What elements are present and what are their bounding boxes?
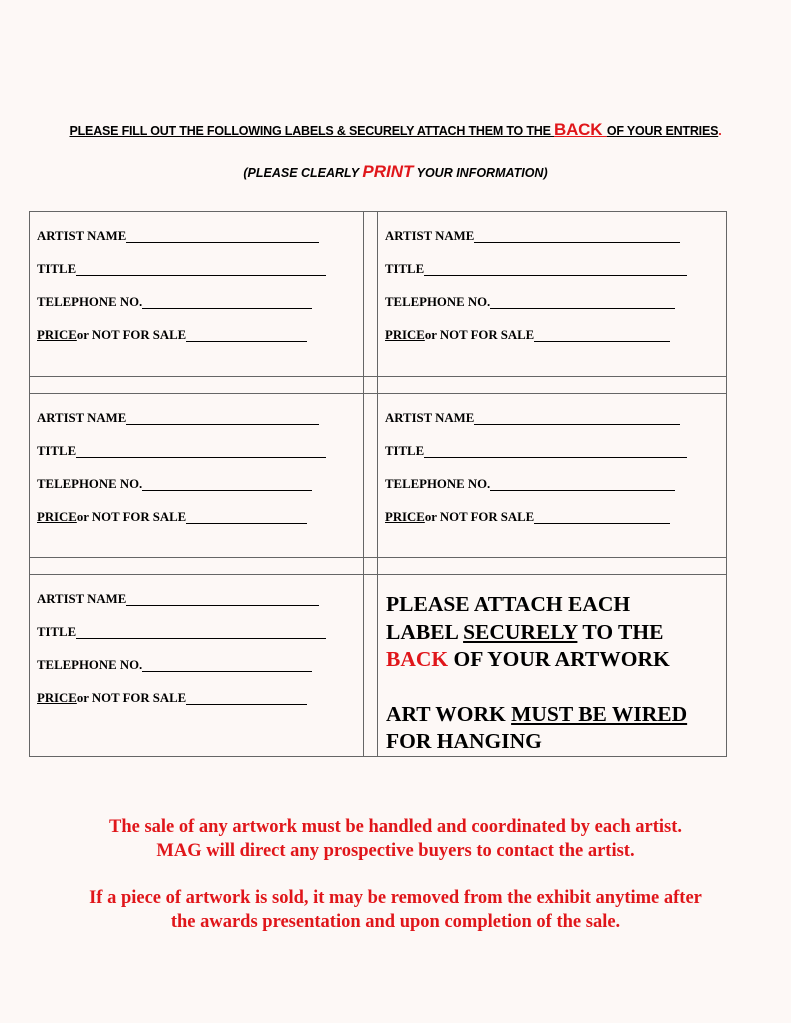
telephone-field[interactable] xyxy=(385,477,726,510)
telephone-label: TELEPHONE NO. xyxy=(37,658,143,672)
title-line[interactable] xyxy=(76,625,326,639)
artist-name-field[interactable] xyxy=(37,411,363,444)
artist-name-field[interactable] xyxy=(37,229,363,262)
artist-name-field[interactable] xyxy=(385,411,726,444)
back-emphasis: BACK xyxy=(554,120,607,139)
price-field[interactable] xyxy=(385,328,726,361)
price-line[interactable] xyxy=(186,328,307,342)
gutter xyxy=(364,212,378,377)
telephone-label: TELEPHONE NO. xyxy=(385,477,491,491)
artist-name-line[interactable] xyxy=(126,229,319,243)
spacer-cell xyxy=(30,377,364,394)
title-label: TITLE xyxy=(385,444,425,458)
price-label-rest: or NOT FOR SALE xyxy=(76,691,187,705)
notice-line-4 xyxy=(386,701,726,729)
telephone-field[interactable] xyxy=(385,295,726,328)
sale-policy-line-1: The sale of any artwork must be handled and coordinated by each artist. xyxy=(108,817,682,837)
price-label-rest: or NOT FOR SALE xyxy=(424,510,535,524)
notice-spacer xyxy=(386,674,726,701)
spacer-cell xyxy=(364,558,378,575)
instructions-text: PLEASE FILL OUT THE FOLLOWING LABELS & SECURELY ATTACH THEM TO THE xyxy=(69,124,555,138)
telephone-line[interactable] xyxy=(142,658,312,672)
artist-name-label: ARTIST NAME xyxy=(37,592,127,606)
print-instructions-post: YOUR INFORMATION) xyxy=(413,166,548,180)
removal-policy-line-1: If a piece of artwork is sold, it may be removed from the exhibit anytime after xyxy=(89,888,702,908)
title-label: TITLE xyxy=(385,262,425,276)
notice-line-5: FOR HANGING xyxy=(386,729,542,753)
price-line[interactable] xyxy=(534,328,670,342)
notice-line-4-pre: ART WORK xyxy=(386,701,512,726)
artist-name-line[interactable] xyxy=(474,229,680,243)
price-label: PRICE xyxy=(37,691,77,705)
artist-name-line[interactable] xyxy=(126,411,319,425)
sale-policy xyxy=(0,815,791,863)
price-label: PRICE xyxy=(385,510,425,524)
price-label-rest: or NOT FOR SALE xyxy=(76,328,187,342)
spacer-cell xyxy=(378,558,727,575)
print-instructions xyxy=(0,162,791,182)
telephone-line[interactable] xyxy=(490,295,675,309)
artist-name-label: ARTIST NAME xyxy=(385,411,475,425)
back-emphasis: BACK xyxy=(386,647,449,671)
title-line[interactable] xyxy=(424,262,687,276)
title-field[interactable] xyxy=(37,262,363,295)
telephone-label: TELEPHONE NO. xyxy=(37,295,143,309)
telephone-line[interactable] xyxy=(490,477,675,491)
artist-name-line[interactable] xyxy=(474,411,680,425)
title-line[interactable] xyxy=(424,444,687,458)
notice-line-2 xyxy=(386,619,726,647)
price-line[interactable] xyxy=(186,510,307,524)
notice-line-1: PLEASE ATTACH EACH xyxy=(386,592,631,616)
artist-name-label: ARTIST NAME xyxy=(37,411,127,425)
title-field[interactable] xyxy=(37,444,363,477)
telephone-line[interactable] xyxy=(142,477,312,491)
spacer-cell xyxy=(30,558,364,575)
instructions-text-end: OF YOUR ENTRIES xyxy=(606,124,719,138)
title-line[interactable] xyxy=(76,262,326,276)
instructions-heading xyxy=(0,120,791,140)
securely-emphasis: SECURELY xyxy=(463,619,578,644)
artist-name-label: ARTIST NAME xyxy=(385,229,475,243)
price-field[interactable] xyxy=(385,510,726,543)
price-line[interactable] xyxy=(534,510,670,524)
label-card-5 xyxy=(30,575,364,757)
price-label: PRICE xyxy=(385,328,425,342)
spacer-cell xyxy=(364,377,378,394)
telephone-field[interactable] xyxy=(37,658,363,691)
gutter xyxy=(364,575,378,757)
title-label: TITLE xyxy=(37,444,77,458)
removal-policy xyxy=(0,886,791,934)
labels-table xyxy=(29,211,727,757)
price-field[interactable] xyxy=(37,691,363,724)
price-label: PRICE xyxy=(37,328,77,342)
print-emphasis: PRINT xyxy=(362,162,414,181)
notice-line-3-post: OF YOUR ARTWORK xyxy=(448,647,670,671)
telephone-label: TELEPHONE NO. xyxy=(385,295,491,309)
gutter xyxy=(364,394,378,558)
spacer-cell xyxy=(378,377,727,394)
label-card-2 xyxy=(378,212,727,377)
removal-policy-line-2: the awards presentation and upon completion of the sale. xyxy=(170,912,621,932)
telephone-label: TELEPHONE NO. xyxy=(37,477,143,491)
artist-name-field[interactable] xyxy=(37,592,363,625)
telephone-field[interactable] xyxy=(37,295,363,328)
price-line[interactable] xyxy=(186,691,307,705)
title-line[interactable] xyxy=(76,444,326,458)
must-be-wired-emphasis: MUST BE WIRED xyxy=(511,701,688,726)
notice-line-2-pre: LABEL xyxy=(386,619,464,644)
label-card-1 xyxy=(30,212,364,377)
instructions-period: . xyxy=(718,124,722,138)
price-field[interactable] xyxy=(37,328,363,361)
price-label-rest: or NOT FOR SALE xyxy=(76,510,187,524)
artist-name-line[interactable] xyxy=(126,592,319,606)
title-label: TITLE xyxy=(37,262,77,276)
sale-policy-line-2: MAG will direct any prospective buyers to contact the artist. xyxy=(156,841,635,861)
price-field[interactable] xyxy=(37,510,363,543)
title-label: TITLE xyxy=(37,625,77,639)
label-card-4 xyxy=(378,394,727,558)
telephone-field[interactable] xyxy=(37,477,363,510)
attach-notice xyxy=(378,575,727,757)
telephone-line[interactable] xyxy=(142,295,312,309)
title-field[interactable] xyxy=(385,444,726,477)
price-label: PRICE xyxy=(37,510,77,524)
notice-line-3 xyxy=(386,646,726,674)
price-label-rest: or NOT FOR SALE xyxy=(424,328,535,342)
title-field[interactable] xyxy=(37,625,363,658)
notice-line-2-post: TO THE xyxy=(577,619,664,644)
artist-name-field[interactable] xyxy=(385,229,726,262)
label-card-3 xyxy=(30,394,364,558)
print-instructions-pre: (PLEASE CLEARLY xyxy=(243,166,363,180)
artist-name-label: ARTIST NAME xyxy=(37,229,127,243)
title-field[interactable] xyxy=(385,262,726,295)
